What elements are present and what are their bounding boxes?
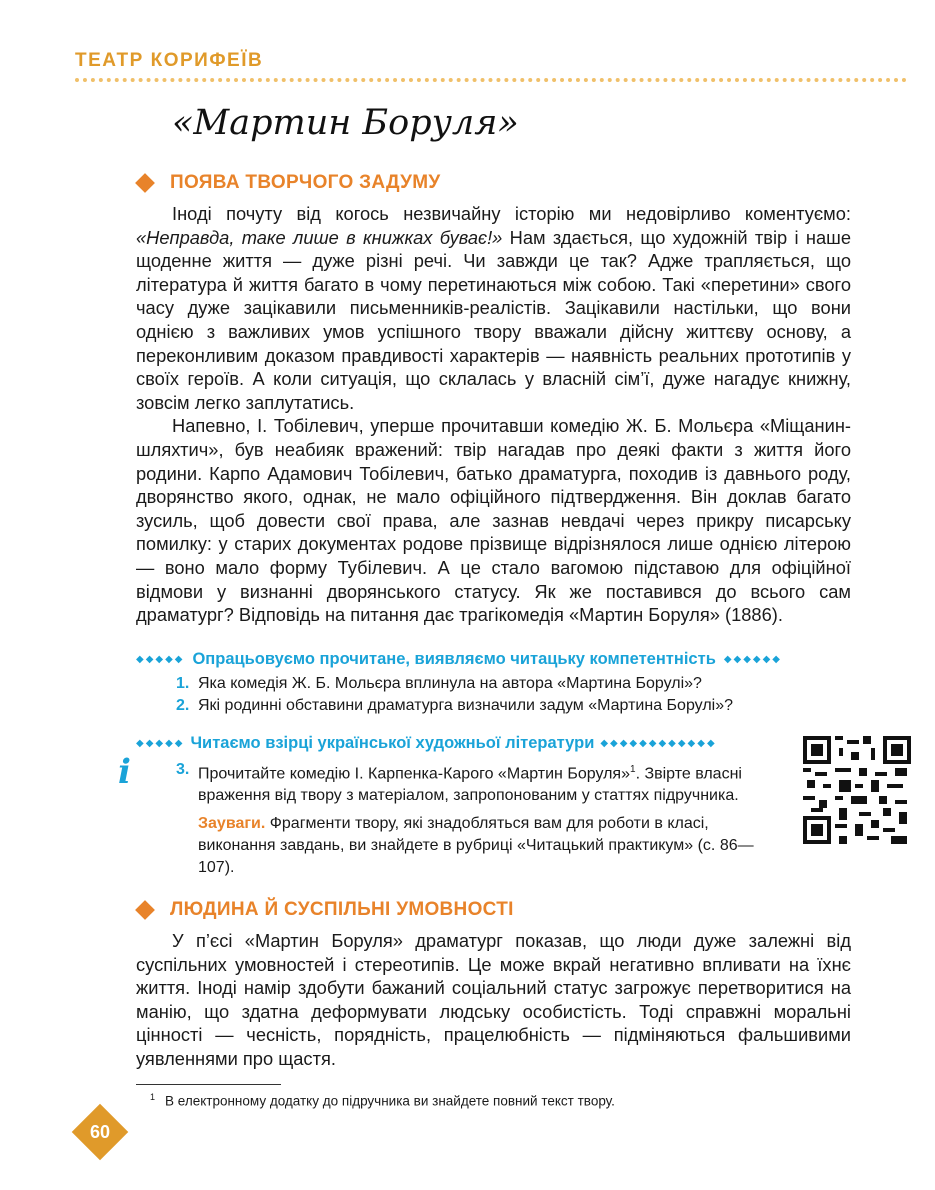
footnote: $^1$ В електронному додатку до підручника ви знайдете повний текст твору.: [150, 1092, 615, 1109]
question-1: 1. Яка комедія Ж. Б. Мольєра вплинула на автора «Мартина Борулі»?: [176, 675, 702, 692]
section-heading-1: [138, 172, 441, 194]
section-1-body: [136, 202, 851, 627]
section-heading-1-text: ПОЯВА ТВОРЧОГО ЗАДУМУ: [170, 172, 441, 193]
note: Зауваги. Фрагменти твору, які знадобляться вам для роботи в класі, виконання завдань, ви знайдете в рубриці «Читацький практикум» (с. 86—107).: [198, 815, 754, 877]
page-title: «Мартин Боруля»: [172, 103, 519, 143]
section-2-body: [136, 929, 851, 1071]
footnote-rule: [136, 1084, 281, 1085]
tasks-heading-2: ◆◆◆◆◆ Читаємо взірці української художньої літератури ◆◆◆◆◆◆◆◆◆◆◆◆: [136, 734, 717, 752]
dot-leader-icon: ◆◆◆◆◆: [136, 654, 185, 665]
diamond-icon: [135, 173, 155, 193]
paragraph-1: Іноді почуту від когось незвичайну історію ми недовірливо коментуємо: «Неправда, таке лише в книжках буває!» Нам здається, що художній твір і наше щоденне життя — дуже різні речі. Чи завжди це так? Адже трапляється, що література й життя багато в чому перетинаються між собою. Такі «перетини» свого часу дуже зацікавили письменників-реалістів. Зацікавили настільки, що вони однією з важливих умов успішного твору вважали дійсну життєву основу, а переконливим доказом правдивості характерів — наявність реальних прототипів у своїх героїв. А коли ситуація, що склалась у власній сім’ї, дуже нагадує книжну, зовсім легко заплутатись.: [136, 203, 851, 413]
dot-leader-icon: ◆◆◆◆◆: [136, 738, 185, 749]
paragraph-2: Напевно, І. Тобілевич, уперше прочитавши комедію Ж. Б. Мольєра «Міщанин-шляхтич», був неабияк вражений: твір нагадав про деякі факти з життя його родини. Карпо Адамович Тобілевич, батько драматурга, походив із давнього роду, дворянство якого, однак, не мало офіційного підтвердження. Він доклав багато зусиль, щоб довести свої права, але зазнав невдачі через прикру писарську помилку: у старих документах родове прізвище відрізнялося лише однією літерою — воно мало форму Тубілевич. А це стало вагомою підставою для офіційної відмови у визнанні дворянського статусу. Як же поставився до всього сам драматург? Відповідь на питання дає трагікомедія «Мартин Боруля» (1886).: [136, 415, 851, 626]
section-heading-2: [138, 899, 514, 921]
paragraph-3: У п’єсі «Мартин Боруля» драматург показав, що люди дуже залежні від суспільних умовностей і стереотипів. Це може вкрай негативно впливати на їхнє життя. Іноді намір здобути бажаний соціальний статус загрожує перетворитися на манію, що здатна деформувати людську особистість. Тоді справжні моральні цінності — чесність, порядність, працелюбність — підміняються фальшивими уявленнями про щастя.: [136, 930, 851, 1069]
tasks-block-2: [136, 734, 781, 879]
page-number: 60: [89, 1122, 111, 1142]
section-heading-2-text: ЛЮДИНА Й СУСПІЛЬНІ УМОВНОСТІ: [170, 899, 514, 920]
tasks-heading-1: ◆◆◆◆◆ Опрацьовуємо прочитане, виявляємо читацьку компетентність ◆◆◆◆◆◆: [136, 650, 782, 668]
header-dotted-rule: [75, 78, 907, 82]
question-2: 2. Які родинні обставини драматурга визначили задум «Мартина Борулі»?: [176, 697, 733, 714]
tasks-block-1: [136, 650, 851, 717]
dot-leader-icon: ◆◆◆◆◆◆◆◆◆◆◆◆: [600, 738, 717, 749]
qr-code[interactable]: [803, 736, 911, 844]
info-icon: i: [118, 752, 131, 792]
dot-leader-icon: ◆◆◆◆◆◆: [723, 654, 782, 665]
running-header: ТЕАТР КОРИФЕЇВ: [75, 50, 264, 71]
question-3: 3. Прочитайте комедію І. Карпенка-Карого «Мартин Боруля»$^1$. Звірте власні враження від твору з матеріалом, запропонованим у статтях підручника.: [176, 761, 742, 805]
diamond-icon: [135, 900, 155, 920]
